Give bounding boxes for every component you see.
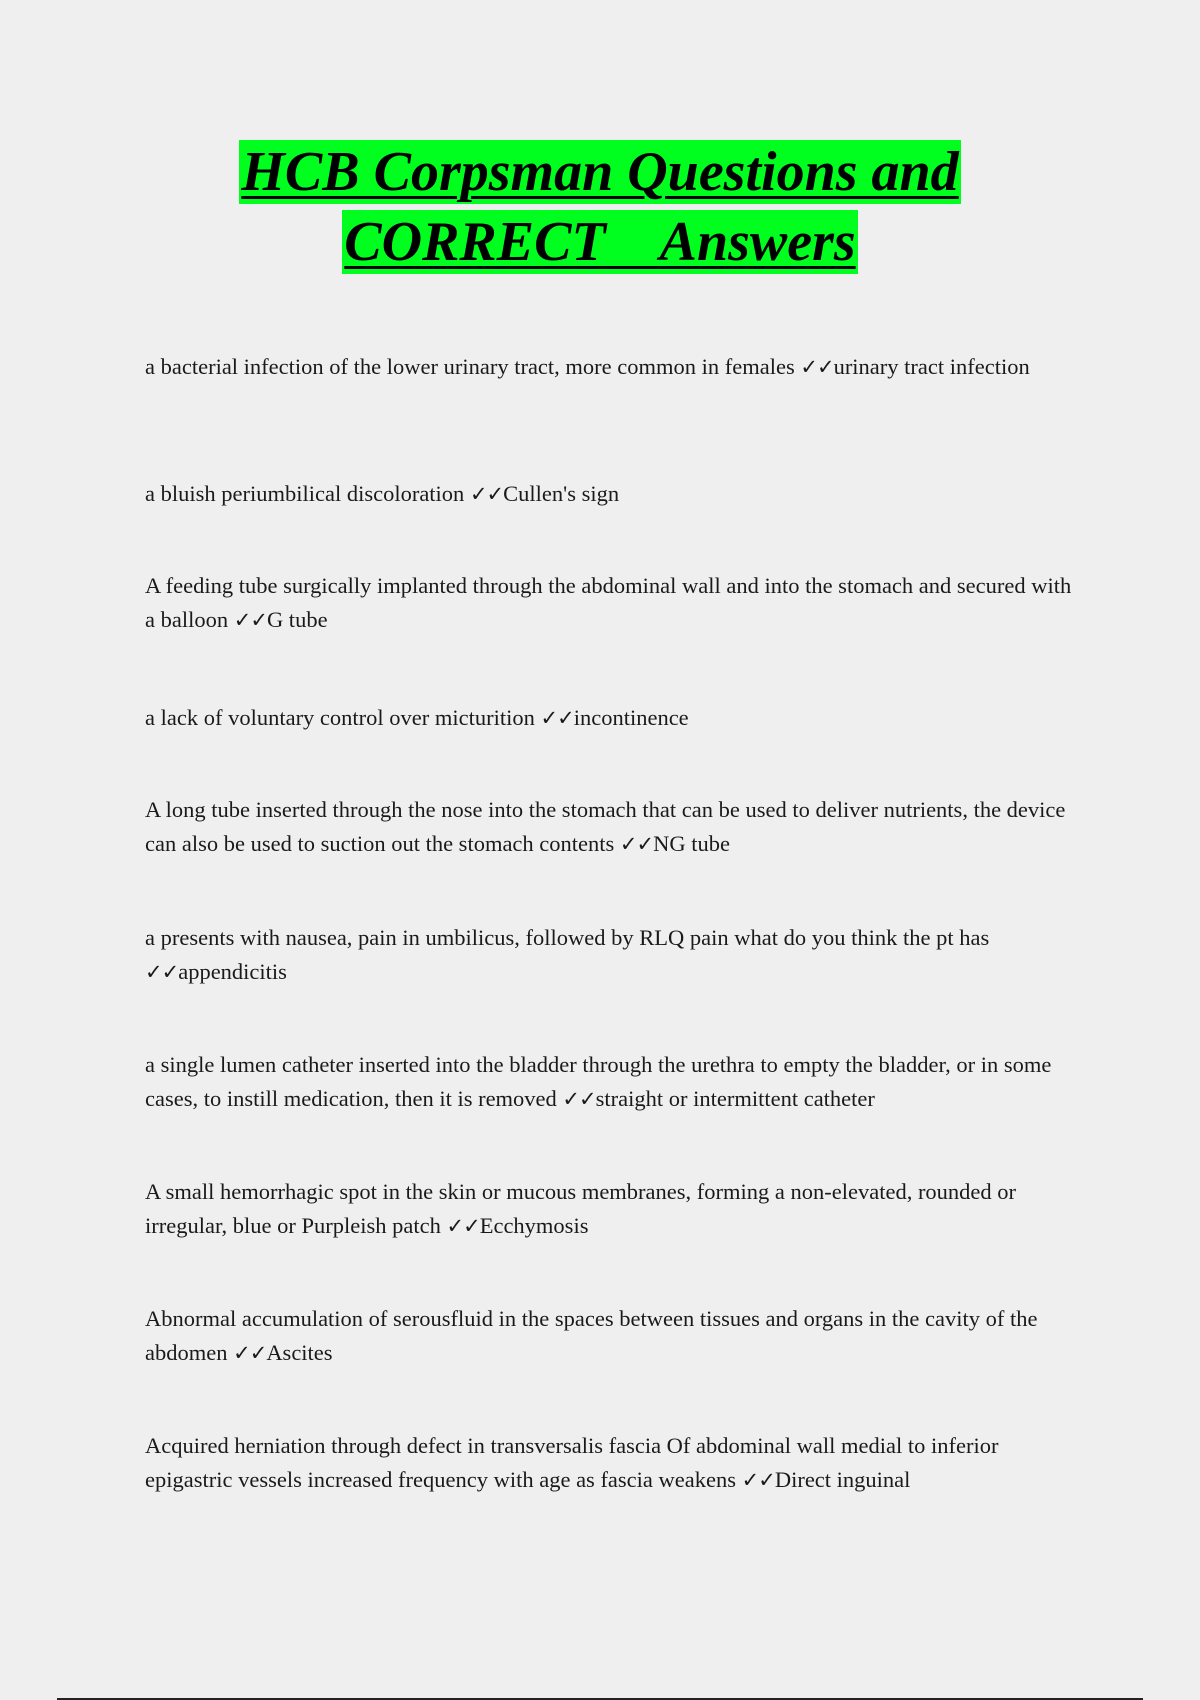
double-check-icon: ✓✓ [233, 1341, 267, 1365]
double-check-icon: ✓✓ [619, 832, 654, 856]
qa-entry [145, 1048, 1075, 1116]
double-check-icon: ✓✓ [800, 355, 834, 379]
title-line-2: CORRECT Answers [344, 211, 856, 273]
answer-text: Ascites [266, 1340, 333, 1365]
qa-entry [145, 1302, 1075, 1370]
qa-entry [145, 701, 1075, 735]
answer-text: urinary tract infection [833, 354, 1030, 379]
question-text: A long tube inserted through the nose into the stomach that can be used to deliver nutrients, the device can also be used to suction out the stomach contents [145, 797, 1066, 856]
answer-text: straight or intermittent catheter [595, 1086, 875, 1111]
question-text: a presents with nausea, pain in umbilicus, followed by RLQ pain what do you think the pt has [145, 925, 990, 950]
double-check-icon: ✓✓ [233, 608, 267, 632]
qa-entry [145, 921, 1075, 989]
double-check-icon: ✓✓ [145, 960, 179, 984]
answer-text: Direct inguinal [774, 1467, 911, 1492]
qa-entry [145, 1175, 1075, 1243]
answer-text: Ecchymosis [479, 1213, 589, 1238]
question-text: a lack of voluntary control over micturition [145, 705, 535, 730]
answer-text: Cullen's sign [503, 481, 620, 506]
title-line-1: HCB Corpsman Questions and [241, 141, 959, 203]
double-check-icon: ✓✓ [562, 1087, 596, 1111]
document-title [0, 140, 1200, 280]
title-line-2-wrapper [0, 210, 1200, 280]
title-line-1-wrapper [0, 140, 1200, 210]
qa-entry [145, 350, 1075, 384]
answer-text: G tube [266, 607, 328, 632]
answer-text: incontinence [573, 705, 689, 730]
question-text: A small hemorrhagic spot in the skin or mucous membranes, forming a non-elevated, rounded or irregular, blue or Purpleish patch [145, 1179, 1017, 1238]
qa-entry [145, 569, 1075, 637]
qa-entry [145, 1429, 1075, 1497]
qa-entry [145, 793, 1075, 861]
question-text: Acquired herniation through defect in transversalis fascia Of abdominal wall medial to inferior epigastric vessels increased frequency with age as fascia weakens [145, 1433, 999, 1492]
answer-text: NG tube [653, 831, 730, 856]
question-text: a single lumen catheter inserted into the bladder through the urethra to empty the bladder, or in some cases, to instill medication, then it is removed [145, 1052, 1052, 1111]
double-check-icon: ✓✓ [540, 706, 574, 730]
question-text: a bacterial infection of the lower urinary tract, more common in females [145, 354, 795, 379]
question-text: A feeding tube surgically implanted through the abdominal wall and into the stomach and secured with a balloon [145, 573, 1072, 632]
qa-entry [145, 477, 1075, 511]
double-check-icon: ✓✓ [469, 482, 504, 506]
question-text: a bluish periumbilical discoloration [145, 481, 465, 506]
question-text: Abnormal accumulation of serousfluid in the spaces between tissues and organs in the cavity of the abdomen [145, 1306, 1038, 1365]
double-check-icon: ✓✓ [446, 1214, 480, 1238]
answer-text: appendicitis [178, 959, 287, 984]
double-check-icon: ✓✓ [741, 1468, 775, 1492]
